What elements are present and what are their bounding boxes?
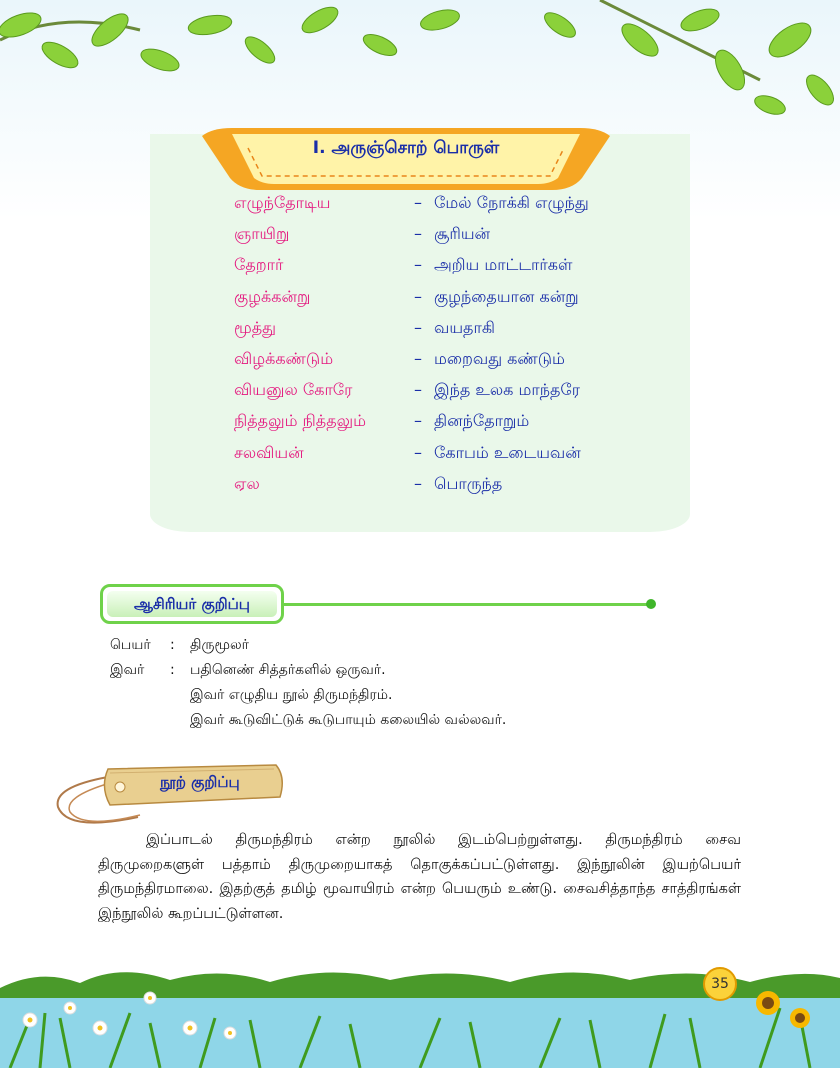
glossary-separator: – [414,349,422,368]
glossary-word: குழக்கன்று [234,286,311,306]
book-paragraph: இப்பாடல் திருமந்திரம் என்ற நூலில் இடம்பெற்றுள்ளது. திருமந்திரம் சைவ திருமுறைகளுள் பத்தாம் திருமுறையாகத் தொகுக்கப்பட்டுள்ளது. இந்நூலின் இயற்பெயர் திருமந்திரமாலை. இதற்குத் தமிழ் மூவாயிரம் என்ற பெயரும் உண்டு. சைவசித்தாந்த சாத்திரங்கள் இந்நூலில் கூறப்பட்டுள்ளன. [98,832,741,922]
glossary-word: எழுந்தோடிய [234,193,331,212]
glossary-word: ஏல [234,473,260,493]
glossary-word: வியனுல கோரே [234,380,353,400]
page-number: 35 [703,967,737,1001]
glossary-word: நித்தலும் நித்தலும் [234,411,366,431]
glossary-separator: – [414,473,422,493]
glossary-title: I. அருஞ்சொற் பொருள் [312,138,500,158]
glossary-meaning: தினந்தோறும் [434,411,530,431]
about-label: இவர் [110,662,145,678]
author-heading-line [284,603,652,606]
about-colon: : [170,662,175,678]
name-label: பெயர் [110,637,151,653]
about-line-1: பதினெண் சித்தர்களில் ஒருவர். [190,662,386,678]
glossary-meaning: மறைவது கண்டும் [434,349,565,368]
glossary-meaning: பொருந்த [434,473,503,493]
glossary-separator: – [414,317,422,337]
glossary-separator: – [414,286,422,306]
glossary-separator: – [414,411,422,431]
glossary-separator: – [414,442,422,462]
glossary-meaning: குழந்தையான கன்று [434,286,579,306]
glossary-word: மூத்து [234,317,277,337]
leaves-decoration [0,0,840,120]
glossary-separator: – [414,193,422,212]
book-tag-graphic [48,757,288,837]
author-heading-box [100,584,284,624]
glossary-separator: – [414,224,422,244]
book-heading: நூற் குறிப்பு [160,773,240,791]
glossary-separator: – [414,380,422,400]
glossary-separator: – [414,255,422,275]
glossary-meaning: கோபம் உடையவன் [434,442,581,462]
glossary-meaning: சூரியன் [434,224,491,244]
glossary-meaning: மேல் நோக்கி எழுந்து [434,193,589,212]
about-line-3: இவர் கூடுவிட்டுக் கூடுபாயும் கலையில் வல்லவர். [190,712,507,728]
author-name: திருமூலர் [190,637,249,653]
name-colon: : [170,637,175,653]
glossary-word: தேறார் [234,255,284,275]
glossary-word: ஞாயிறு [234,224,290,244]
author-heading-dot [646,599,656,609]
glossary-word: சலவியன் [234,442,304,462]
glossary-meaning: இந்த உலக மாந்தரே [434,380,580,400]
glossary-word: விழக்கண்டும் [234,349,334,368]
author-heading: ஆசிரியர் குறிப்பு [134,595,250,613]
about-line-2: இவர் எழுதிய நூல் திருமந்திரம். [190,687,393,703]
glossary-meaning: அறிய மாட்டார்கள் [434,255,573,275]
glossary-meaning: வயதாகி [434,317,495,337]
